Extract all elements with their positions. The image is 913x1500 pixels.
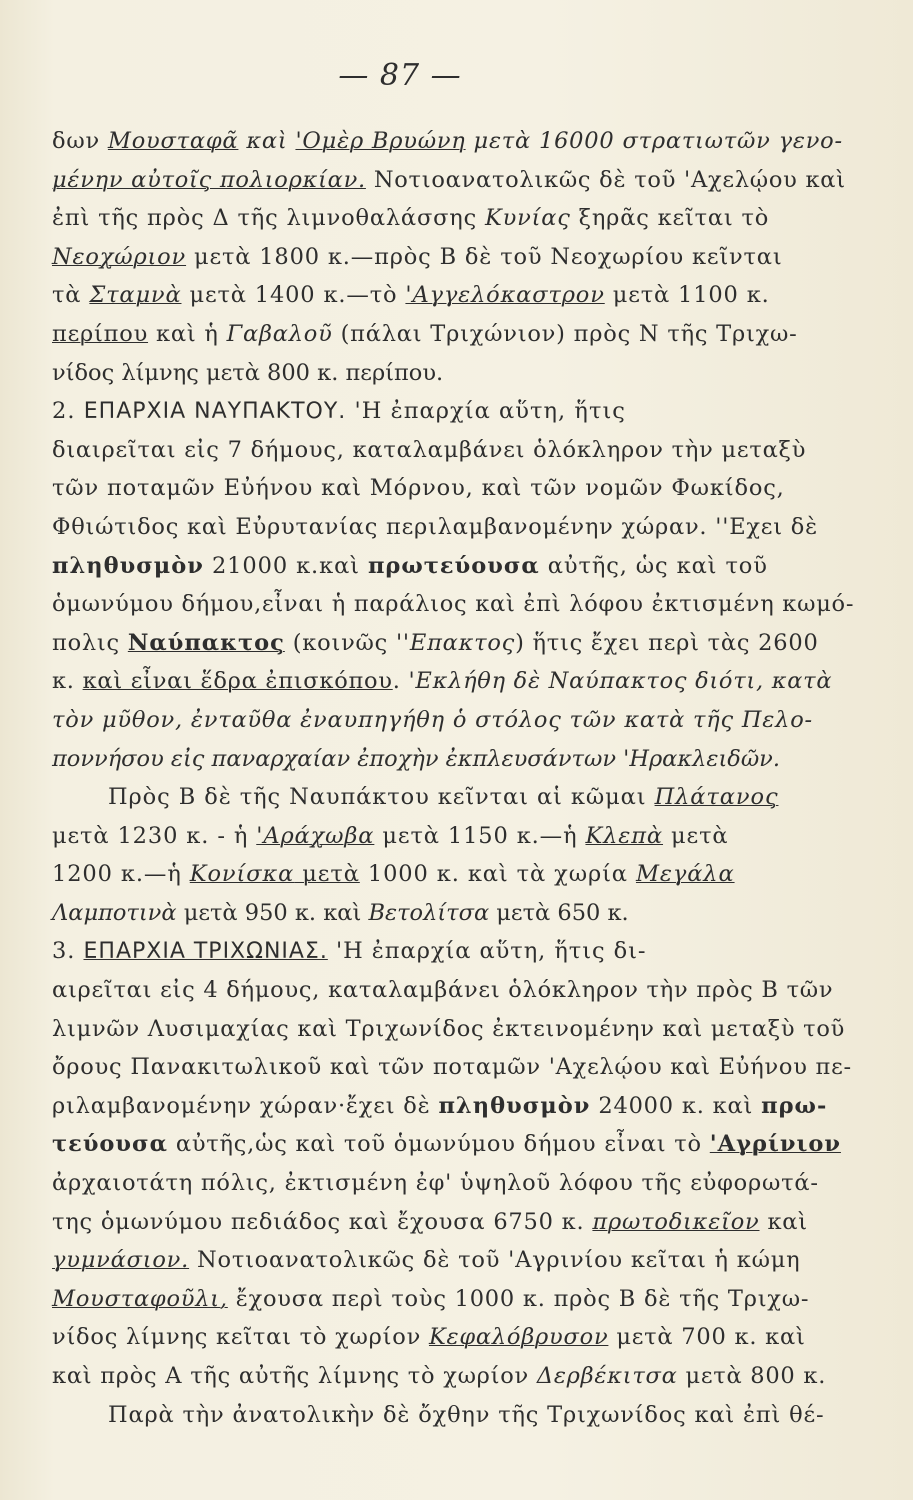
text-segment: λιμνῶν Λυσιμαχίας καὶ Τριχωνίδος ἐκτεινομένην καὶ μεταξὺ τοῦ	[52, 1015, 846, 1042]
text-line	[52, 315, 812, 354]
text-segment: Μουσταφοῦλι,	[52, 1285, 228, 1312]
text-line	[52, 1203, 812, 1242]
text-segment: 'Αγρίνιον	[709, 1131, 841, 1158]
text-segment: 21000 κ.καὶ	[203, 552, 368, 579]
text-segment: γυμνάσιον.	[52, 1247, 190, 1274]
text-segment: καὶ	[759, 1208, 808, 1235]
text-segment: Νοτιοανατολικῶς δὲ τοῦ 'Αχελῴου καὶ	[365, 166, 846, 193]
text-segment: 'Η ἐπαρχία αὕτη, ἥτις δι-	[327, 938, 647, 965]
text-segment: ὁμωνύμου δήμου,εἶναι ἡ παράλιος καὶ ἐπὶ λόφου ἐκτισμένη κωμό-	[52, 591, 855, 618]
text-line	[52, 469, 812, 508]
text-line	[52, 122, 843, 161]
text-segment: τὰ	[52, 282, 90, 309]
text-segment: καὶ πρὸς Α τῆς αὐτῆς λίμνης τὸ χωρίον	[52, 1363, 537, 1389]
text-segment: διαιρεῖται εἰς 7 δήμους, καταλαμβάνει ὁλόκληρον τὴν μεταξὺ	[52, 436, 807, 463]
text-segment: μετὰ 950 κ. καὶ	[176, 899, 369, 926]
text-segment: πληθυσμὸν	[52, 552, 204, 579]
text-segment: Ναύπακτος	[127, 629, 285, 656]
text-segment: 3.	[52, 938, 84, 965]
text-segment: πληθυσμὸν	[438, 1092, 591, 1119]
text-segment: ΕΠΑΡΧΙΑ ΤΡΙΧΩΝΙΑΣ.	[83, 939, 328, 965]
text-segment: Γαβαλοῦ	[226, 320, 333, 347]
text-segment: Φθιώτιδος καὶ Εὐρυτανίας περιλαμβανομένην χώραν. ''Εχει δὲ	[52, 513, 818, 540]
text-line	[52, 932, 812, 971]
text-segment: αὐτῆς, ὡς καὶ τοῦ	[539, 552, 768, 579]
text-line	[52, 701, 812, 740]
text-line	[52, 199, 812, 238]
text-segment: πρωτοδικεῖον	[592, 1208, 760, 1235]
text-segment: 1000 κ. καὶ τὰ χωρία	[359, 861, 636, 888]
text-segment: μετὰ 700 κ. καὶ	[608, 1324, 806, 1351]
text-segment: μετὰ 650 κ.	[489, 899, 629, 926]
text-line	[52, 354, 812, 393]
text-segment: 2.	[52, 398, 84, 425]
text-line	[52, 585, 855, 624]
text-segment: τὸν μῦθον, ἐνταῦθα ἐναυπηγήθη ὁ στόλος τῶν κατὰ τῆς Πελο-	[52, 706, 813, 733]
text-segment: Νοτιοανατολικῶς δὲ τοῦ 'Αγρινίου κεῖται ἡ κώμη	[189, 1247, 801, 1274]
text-segment: ριλαμβανομένην χώραν·ἔχει δὲ	[52, 1092, 439, 1119]
body-text	[52, 122, 855, 1434]
text-segment: Κλεπὰ	[585, 822, 664, 849]
text-line	[52, 1087, 828, 1126]
text-line	[52, 392, 812, 431]
text-segment: ποννήσου εἰς παναρχαίαν ἐποχὴν ἐκπλευσάντων 'Ηρακλειδῶν.	[52, 745, 781, 772]
text-segment: 1200 κ.—ἡ	[52, 861, 190, 888]
text-segment: πρω-	[761, 1092, 828, 1119]
text-segment: (κοινῶς	[284, 629, 396, 656]
text-segment: Κονίσκα	[189, 861, 295, 888]
text-segment: μετὰ	[663, 822, 729, 849]
text-segment: δων	[52, 128, 108, 154]
text-segment: Σταμνὰ	[89, 282, 182, 309]
text-line	[52, 1125, 841, 1164]
text-segment: καὶ εἶναι ἕδρα ἐπισκόπου	[82, 668, 393, 695]
text-segment: μετὰ 1150 κ.—ἡ	[374, 822, 586, 849]
text-segment: πρωτεύουσα	[367, 552, 540, 579]
text-segment: ἀρχαιοτάτη πόλις, ἐκτισμένη ἐφ' ὑψηλοῦ λόφου τῆς εὐφορωτά-	[52, 1170, 819, 1197]
text-segment: τεύουσα	[52, 1131, 168, 1158]
text-segment: μετὰ 1100 κ.	[604, 282, 770, 309]
text-segment: νίδος λίμνης κεῖται τὸ χωρίον	[52, 1324, 429, 1351]
text-segment: ''Επακτος	[395, 629, 516, 656]
text-segment: κ.	[52, 668, 83, 695]
text-segment: καὶ	[238, 128, 296, 154]
text-segment: Πρὸς Β δὲ τῆς Ναυπάκτου κεῖνται αἱ κῶμαι	[108, 784, 655, 811]
text-line	[52, 1396, 825, 1435]
text-segment: Κυνίας	[485, 205, 571, 232]
text-line	[52, 1164, 819, 1203]
text-segment: καὶ ἡ	[148, 320, 227, 347]
text-segment: αιρεῖται εἰς 4 δήμους, καταλαμβάνει ὁλόκληρον τὴν πρὸς Β τῶν	[52, 977, 834, 1004]
text-line	[52, 662, 833, 701]
text-segment: μετὰ 1800 κ.—πρὸς Β δὲ τοῦ Νεοχωρίου κεῖνται	[186, 243, 783, 270]
text-line	[52, 778, 812, 817]
text-segment: ξηρᾶς κεῖται τὸ	[570, 205, 770, 232]
text-line	[52, 1241, 812, 1280]
text-segment: 24000 κ. καὶ	[590, 1092, 762, 1119]
page-number: — 87 —	[338, 58, 462, 93]
text-segment: Δερβέκιτσα	[536, 1363, 678, 1389]
text-segment: μετὰ 800 κ.	[677, 1363, 827, 1389]
text-segment: 'Ομὲρ Βρυώνη	[295, 128, 466, 154]
text-segment: ἔχουσα περὶ τοὺς 1000 κ. πρὸς Β δὲ τῆς Τριχω-	[227, 1285, 810, 1312]
text-line	[52, 894, 812, 933]
text-segment: 'Εκλήθη δὲ Ναύπακτος διότι, κατὰ	[408, 668, 833, 695]
text-segment: μετὰ 16000 στρατιωτῶν γενο-	[465, 128, 843, 154]
text-segment: περίπου	[52, 320, 149, 347]
text-segment: 'Αγγελόκαστρον	[405, 282, 605, 309]
text-segment: Λαμποτινὰ	[52, 899, 177, 926]
text-line	[52, 855, 812, 894]
text-segment: 'Η ἐπαρχία αὕτη, ἥτις	[346, 398, 626, 425]
text-segment: πολις	[52, 629, 128, 656]
text-segment: ΕΠΑΡΧΙΑ ΝΑΥΠΑΚΤΟΥ.	[83, 399, 347, 425]
text-segment: μένην αὐτοῖς πολιορκίαν.	[52, 166, 366, 193]
text-segment: ) ἥτις ἔχει περὶ τὰς 2600	[515, 629, 819, 656]
text-line	[52, 971, 834, 1010]
text-segment: Κεφαλόβρυσον	[428, 1324, 609, 1351]
text-line	[52, 1048, 852, 1087]
text-segment: ὄρους Πανακιτωλικοῦ καὶ τῶν ποταμῶν 'Αχελῴου καὶ Εὐήνου πε-	[52, 1054, 852, 1081]
text-line	[52, 1357, 827, 1396]
text-segment: μετὰ 1400 κ.—τὸ	[181, 282, 406, 309]
text-segment: (πάλαι Τριχώνιον) πρὸς Ν τῆς Τριχω-	[332, 320, 798, 347]
text-segment: της ὁμωνύμου πεδιάδος καὶ ἔχουσα 6750 κ.	[52, 1208, 593, 1235]
text-segment: Βετολίτσα	[368, 899, 490, 926]
text-segment: νίδος λίμνης μετὰ 800 κ. περίπου.	[52, 359, 444, 386]
text-segment: Μουσταφᾶ	[107, 128, 239, 154]
text-line	[52, 1010, 846, 1049]
text-line	[52, 276, 812, 315]
text-segment: μετὰ 1230 κ. - ἡ	[52, 822, 257, 849]
text-segment: Μεγάλα	[635, 861, 735, 888]
text-segment: .	[392, 668, 409, 695]
text-line	[52, 431, 812, 470]
text-line	[52, 1280, 812, 1319]
text-line	[52, 161, 846, 200]
text-line	[52, 740, 812, 779]
text-line	[52, 238, 812, 277]
text-line	[52, 817, 812, 856]
text-segment: μετὰ	[294, 861, 360, 888]
text-segment: 'Αράχωβα	[256, 822, 375, 849]
text-segment: αὐτῆς,ὡς καὶ τοῦ ὁμωνύμου δήμου εἶναι τὸ	[167, 1131, 710, 1158]
text-segment: ἐπὶ τῆς πρὸς Δ τῆς λιμνοθαλάσσης	[52, 205, 485, 232]
text-line	[52, 508, 818, 547]
text-line	[52, 1318, 812, 1357]
text-segment: Νεοχώριον	[52, 243, 187, 270]
text-line	[52, 547, 812, 586]
text-line	[52, 624, 819, 663]
text-segment: Παρὰ τὴν ἀνατολικὴν δὲ ὄχθην τῆς Τριχωνίδος καὶ ἐπὶ θέ-	[108, 1401, 825, 1428]
text-segment: Πλάτανος	[654, 784, 779, 811]
text-segment: τῶν ποταμῶν Εὐήνου καὶ Μόρνου, καὶ τῶν νομῶν Φωκίδος,	[52, 475, 785, 502]
